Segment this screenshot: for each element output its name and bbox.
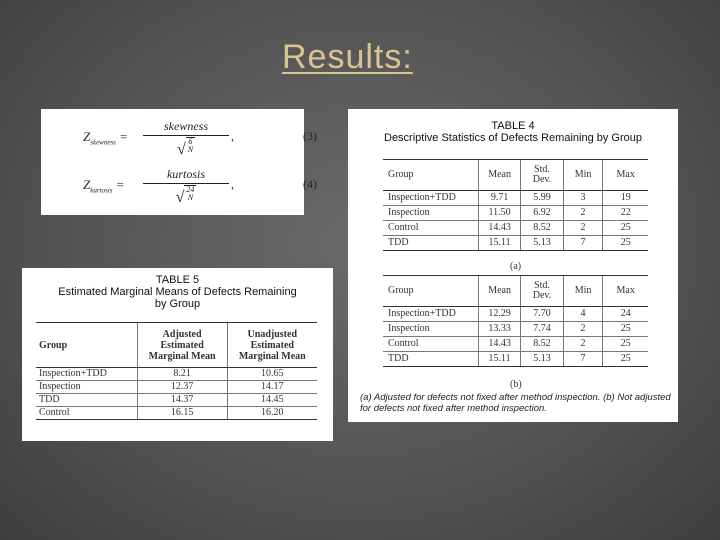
equation-lhs-subscript: kurtosis: [90, 186, 113, 195]
table-cell: 8.21: [137, 368, 227, 381]
table-cell: Control: [383, 221, 478, 236]
table4-caption-number: TABLE 4: [491, 120, 535, 132]
column-header: Std. Dev.: [521, 160, 563, 191]
column-header: Min: [563, 276, 603, 307]
table-header-row: [36, 323, 317, 368]
column-header: Group: [36, 323, 137, 368]
equation-lhs: Z: [83, 129, 91, 144]
table4-footnote: (a) Adjusted for defects not fixed after method inspection. (b) Not adjusted for defects not fixed after method inspection.: [360, 392, 671, 414]
equation-lhs: Z: [83, 177, 91, 192]
table5-caption-title: Estimated Marginal Means of Defects Remaining: [58, 286, 297, 298]
table-cell: 6.92: [521, 206, 563, 221]
table-row: [383, 322, 648, 337]
table5-caption: [22, 274, 333, 310]
slide-title: Results:: [282, 38, 413, 76]
table-cell: 16.20: [227, 407, 317, 420]
table4-part-a-label: (a): [510, 261, 522, 272]
table-cell: 9.71: [478, 191, 520, 206]
table-cell: 15.11: [478, 236, 520, 251]
table-cell: 10.65: [227, 368, 317, 381]
table-cell: 12.29: [478, 307, 520, 322]
table-cell: 25: [603, 352, 648, 367]
table-cell: 11.50: [478, 206, 520, 221]
table-header-row: [383, 276, 648, 307]
fraction-numerator: skewness: [143, 119, 229, 136]
skewness-equation: $Z_{skewness}$ = skewness √ 6 N , (3): [83, 119, 317, 158]
table5: [36, 322, 317, 420]
table-row: [36, 394, 317, 407]
column-header: Max: [603, 160, 648, 191]
table-row: [383, 191, 648, 206]
table4-caption: [348, 120, 678, 144]
table-cell: 16.15: [137, 407, 227, 420]
fraction-numerator: kurtosis: [143, 167, 229, 184]
table-cell: TDD: [383, 236, 478, 251]
table-cell: Control: [36, 407, 137, 420]
table-cell: 13.33: [478, 322, 520, 337]
table-cell: Inspection: [36, 381, 137, 394]
column-header: Min: [563, 160, 603, 191]
equation-number: (4): [303, 177, 317, 191]
table-row: [36, 368, 317, 381]
table-cell: 7: [563, 236, 603, 251]
column-header: Group: [383, 160, 478, 191]
column-header: Adjusted Estimated Marginal Mean: [137, 323, 227, 368]
table-cell: 2: [563, 337, 603, 352]
column-header: Std. Dev.: [521, 276, 563, 307]
table5-caption-title-cont: by Group: [154, 298, 201, 310]
table-cell: 14.37: [137, 394, 227, 407]
table-cell: 24: [603, 307, 648, 322]
table-cell: 25: [603, 236, 648, 251]
table4-part-a: [383, 159, 648, 251]
kurtosis-equation: $Z_{kurtosis}$ = kurtosis √ 24 N , (4): [83, 167, 317, 206]
table-cell: 25: [603, 337, 648, 352]
table-cell: 8.52: [521, 337, 563, 352]
table-row: [36, 407, 317, 420]
table-row: [383, 221, 648, 236]
table-cell: 2: [563, 221, 603, 236]
equation-lhs-subscript: skewness: [90, 138, 116, 147]
column-header: Mean: [478, 276, 520, 307]
table-cell: 2: [563, 206, 603, 221]
table-cell: Inspection: [383, 322, 478, 337]
table-cell: 15.11: [478, 352, 520, 367]
table-cell: Inspection+TDD: [383, 307, 478, 322]
table4-caption-title: Descriptive Statistics of Defects Remaining by Group: [384, 132, 642, 144]
table-cell: 14.17: [227, 381, 317, 394]
table-cell: TDD: [383, 352, 478, 367]
column-header: Unadjusted Estimated Marginal Mean: [227, 323, 317, 368]
table-row: [383, 352, 648, 367]
column-header: Group: [383, 276, 478, 307]
skewness-fraction: skewness √ 6 N: [143, 119, 229, 159]
table-cell: 19: [603, 191, 648, 206]
table4-part-b: [383, 275, 648, 367]
table-cell: 22: [603, 206, 648, 221]
table-header-row: [383, 160, 648, 191]
table-row: [383, 236, 648, 251]
table-cell: Inspection: [383, 206, 478, 221]
column-header: Max: [603, 276, 648, 307]
table-row: [383, 337, 648, 352]
root-numerator: 24: [186, 185, 195, 194]
table-cell: 5.13: [521, 236, 563, 251]
table-cell: 5.13: [521, 352, 563, 367]
table-cell: 7.70: [521, 307, 563, 322]
column-header: Mean: [478, 160, 520, 191]
table5-caption-number: TABLE 5: [155, 274, 200, 286]
table-cell: Inspection+TDD: [36, 368, 137, 381]
table-cell: 3: [563, 191, 603, 206]
table4-panel: [348, 109, 678, 422]
table-cell: 14.45: [227, 394, 317, 407]
table-cell: 12.37: [137, 381, 227, 394]
table-row: [383, 307, 648, 322]
table-cell: 7.74: [521, 322, 563, 337]
table-cell: 2: [563, 322, 603, 337]
table5-panel: [22, 268, 333, 441]
table-cell: 14.43: [478, 221, 520, 236]
table-cell: 8.52: [521, 221, 563, 236]
table-cell: 25: [603, 322, 648, 337]
table-cell: 5.99: [521, 191, 563, 206]
table-cell: 14.43: [478, 337, 520, 352]
formula-panel: [41, 109, 317, 215]
table-row: [36, 381, 317, 394]
kurtosis-fraction: kurtosis √ 24 N: [143, 167, 229, 207]
table-cell: 7: [563, 352, 603, 367]
table-cell: TDD: [36, 394, 137, 407]
root-numerator: 6: [188, 137, 193, 146]
table-cell: 4: [563, 307, 603, 322]
root-denominator: N: [187, 145, 194, 154]
table4-part-b-label: (b): [510, 379, 522, 390]
table-cell: Inspection+TDD: [383, 191, 478, 206]
equation-number: (3): [303, 129, 317, 143]
table-cell: 25: [603, 221, 648, 236]
table-cell: Control: [383, 337, 478, 352]
root-denominator: N: [187, 193, 194, 202]
table-row: [383, 206, 648, 221]
